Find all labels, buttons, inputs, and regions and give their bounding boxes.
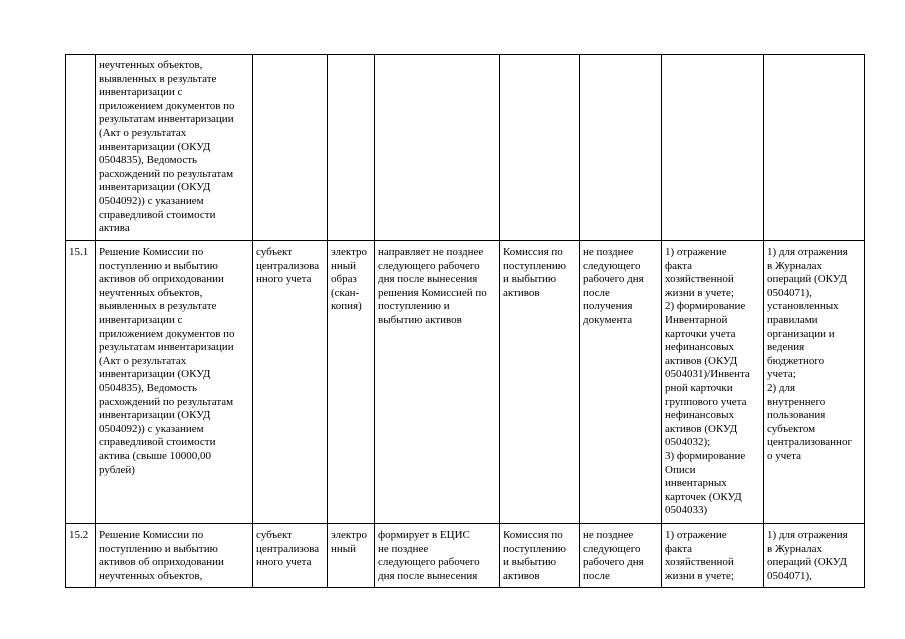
action-cell: формирует в ЕЦИС не позднее следующего рабочего дня после вынесения <box>375 524 500 588</box>
deadline-cell: не позднее следующего рабочего дня после получения документа <box>580 241 662 524</box>
deadline-cell: не позднее следующего рабочего дня после <box>580 524 662 588</box>
table-row <box>66 55 865 241</box>
result-cell <box>662 55 764 241</box>
purpose-cell <box>764 55 865 241</box>
row-number-cell: 15.1 <box>66 241 96 524</box>
table-row <box>66 241 865 524</box>
action-cell <box>375 55 500 241</box>
row-number-cell <box>66 55 96 241</box>
purpose-cell: 1) для отражения в Журналах операций (ОКУД 0504071), установленных правилами организации и ведения бюджетного учета; 2) для внутреннего пользования субъектом централизованног о учета <box>764 241 865 524</box>
row-number-cell: 15.2 <box>66 524 96 588</box>
format-cell: электро нный <box>328 524 375 588</box>
result-cell: 1) отражение факта хозяйственной жизни в учете; 2) формирование Инвентарной карточки учета нефинансовых активов (ОКУД 0504031)/Инвента рной карточки группового учета нефинансовых активов (ОКУД 0504032); 3) формирование Описи инвентарных карточек (ОКУД 0504033) <box>662 241 764 524</box>
deadline-cell <box>580 55 662 241</box>
subject-cell <box>253 55 328 241</box>
format-cell: электро нный образ (скан- копия) <box>328 241 375 524</box>
action-cell: направляет не позднее следующего рабочего дня после вынесения решения Комиссией по поступлению и выбытию активов <box>375 241 500 524</box>
receiver-cell: Комиссия по поступлению и выбытию активов <box>500 241 580 524</box>
document-name-cell: Решение Комиссии по поступлению и выбытию активов об оприходовании неучтенных объектов, <box>96 524 253 588</box>
document-table <box>65 54 865 588</box>
subject-cell: субъект централизова нного учета <box>253 241 328 524</box>
format-cell <box>328 55 375 241</box>
subject-cell: субъект централизова нного учета <box>253 524 328 588</box>
receiver-cell <box>500 55 580 241</box>
document-name-cell: Решение Комиссии по поступлению и выбытию активов об оприходовании неучтенных объектов, выявленных в результате инвентаризации с приложением документов по результатам инвентаризации (Акт о результатах инвентаризации (ОКУД 0504835), Ведомость расхождений по результатам инвентаризации (ОКУД 0504092)) с указанием справедливой стоимости актива (свыше 10000,00 рублей) <box>96 241 253 524</box>
document-name-cell: неучтенных объектов, выявленных в результате инвентаризации с приложением документов по результатам инвентаризации (Акт о результатах инвентаризации (ОКУД 0504835), Ведомость расхождений по результатам инвентаризации (ОКУД 0504092)) с указанием справедливой стоимости актива <box>96 55 253 241</box>
purpose-cell: 1) для отражения в Журналах операций (ОКУД 0504071), <box>764 524 865 588</box>
receiver-cell: Комиссия по поступлению и выбытию активов <box>500 524 580 588</box>
result-cell: 1) отражение факта хозяйственной жизни в учете; <box>662 524 764 588</box>
table-row <box>66 524 865 588</box>
